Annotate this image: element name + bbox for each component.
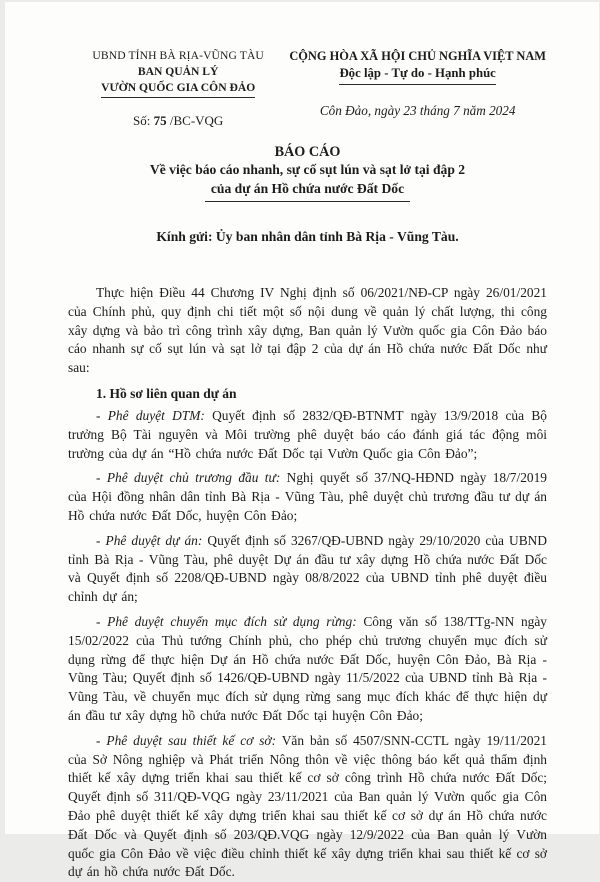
agency-name-underlined: VƯỜN QUỐC GIA CÔN ĐẢO: [101, 81, 255, 98]
salutation: Kính gửi: Ủy ban nhân dân tỉnh Bà Rịa - Vũng Tàu.: [156, 229, 459, 244]
document-number-label: Số:: [133, 113, 154, 128]
bullet-lead: - Phê duyệt sau thiết kế cơ sở:: [96, 732, 277, 748]
national-header-block: [288, 48, 547, 129]
title-block: [68, 143, 547, 202]
intro-paragraph: Thực hiện Điều 44 Chương IV Nghị định số 06/2021/NĐ-CP ngày 26/01/2021 của Chính phủ, quy định chi tiết một số nội dung về quản lý chất lượng, thi công xây dựng và bảo trì công trình xây dựng, Ban quản lý Vườn quốc gia Côn Đảo báo cáo nhanh sự cố sụt lún và sạt lở tại đập 2 của dự án Hồ chứa nước Đất Dốc như sau:: [68, 285, 547, 376]
bullet-approval-dtm: [68, 407, 547, 463]
bullet-lead: - Phê duyệt dự án:: [96, 532, 203, 548]
bullet-lead: - Phê duyệt DTM:: [96, 407, 205, 423]
document-header: [68, 48, 547, 129]
national-motto: Độc lập - Tự do - Hạnh phúc: [339, 65, 495, 85]
bullet-text: Quyết định số 2832/QĐ-BTNMT ngày 13/9/2018 của Bộ trưởng Bộ Tài nguyên và Môi trường phê duyệt báo cáo đánh giá tác động môi trường của dự án “Hồ chứa nước Đất Dốc tại Vườn Quốc gia Côn Đảo”;: [68, 407, 547, 461]
bullet-approval-investment-policy: [68, 469, 547, 525]
bullet-approval-post-basic-design: [68, 732, 547, 882]
document-number-value: 75: [153, 113, 167, 128]
agency-name-line1: BAN QUẢN LÝ: [137, 65, 219, 78]
bullet-approval-project: [68, 532, 547, 607]
bullet-text: Công văn số 138/TTg-NN ngày 15/02/2022 của Thủ tướng Chính phủ, cho phép chủ trương chuyển mục đích sử dụng rừng để thực hiện Dự án Hồ chứa nước Đất Dốc, huyện Côn Đảo, Bà Rịa - Vũng Tàu; Quyết định số 1426/QĐ-UBND ngày 11/5/2022 của UBND tỉnh Bà Rịa - Vũng Tàu, về chuyển mục đích sử dụng rừng sang mục đích khác để thực hiện dự án đầu tư xây dựng hồ chứa nước Đất Dốc tại huyện Côn Đảo;: [68, 613, 548, 723]
document-page: [5, 2, 599, 880]
bullet-text: Quyết định số 3267/QĐ-UBND ngày 29/10/2020 của UBND tỉnh Bà Rịa - Vũng Tàu, phê duyệt Dự án đầu tư xây dựng Hồ chứa nước Đất Dốc và Quyết định số 2208/QĐ-UBND ngày 08/8/2022 của UBND tỉnh phê duyệt điều chỉnh dự án;: [68, 532, 547, 605]
document-subtitle-line2: của dự án Hồ chứa nước Đất Dốc: [210, 180, 405, 196]
bullet-text: Nghị quyết số 37/NQ-HĐND ngày 18/7/2019 của Hội đồng nhân dân tỉnh Bà Rịa - Vũng Tàu, phê duyệt chủ trương đầu tư dự án Hồ chứa nước Đất Dốc, huyện Côn Đảo;: [68, 470, 547, 523]
bullet-lead: - Phê duyệt chuyển mục đích sử dụng rừng:: [96, 613, 357, 629]
issuing-agency-block: [68, 48, 288, 129]
country-title: CỘNG HÒA XÃ HỘI CHỦ NGHĨA VIỆT NAM: [289, 49, 546, 63]
bullet-approval-forest-conversion: [68, 613, 547, 726]
place-and-date: Côn Đảo, ngày 23 tháng 7 năm 2024: [319, 103, 516, 118]
section1-heading: 1. Hồ sơ liên quan dự án: [96, 385, 237, 401]
bullet-lead: - Phê duyệt chủ trương đầu tư:: [96, 470, 281, 486]
agency-parent-name: UBND TỈNH BÀ RỊA-VŨNG TÀU: [92, 49, 264, 62]
document-body: [68, 284, 547, 882]
national-motto-line: [288, 64, 547, 85]
document-number-suffix: /BC-VQG: [166, 113, 224, 128]
bullet-text: Văn bản số 4507/SNN-CCTL ngày 19/11/2021 của Sở Nông nghiệp và Phát triển Nông thôn về việc thông báo kết quả thẩm định thiết kế xây dựng triển khai sau thiết kế cơ sở công trình Hồ chứa nước Đất Dốc; Quyết định số 311/QĐ-VQG ngày 23/11/2021 của Ban quản lý Vườn quốc gia Côn Đảo phê duyệt thiết kế xây dựng triển khai sau thiết kế cơ sở dự án Hồ chứa nước Đất Dốc và Quyết định số 203/QĐ.VQG ngày 12/9/2022 của Ban quản lý Vườn quốc gia Côn Đảo về việc điều chỉnh thiết kế xây dựng triển khai sau thiết kế cơ sở dự án hồ chứa nước Đất Dốc.: [68, 732, 547, 880]
document-title: BÁO CÁO: [274, 144, 341, 160]
document-number: [68, 113, 288, 129]
agency-name-line2: [68, 80, 288, 98]
subtitle-underline: [205, 201, 410, 202]
document-subtitle-line1: Về việc báo cáo nhanh, sự cố sụt lún và sạt lở tại đập 2: [149, 162, 466, 177]
